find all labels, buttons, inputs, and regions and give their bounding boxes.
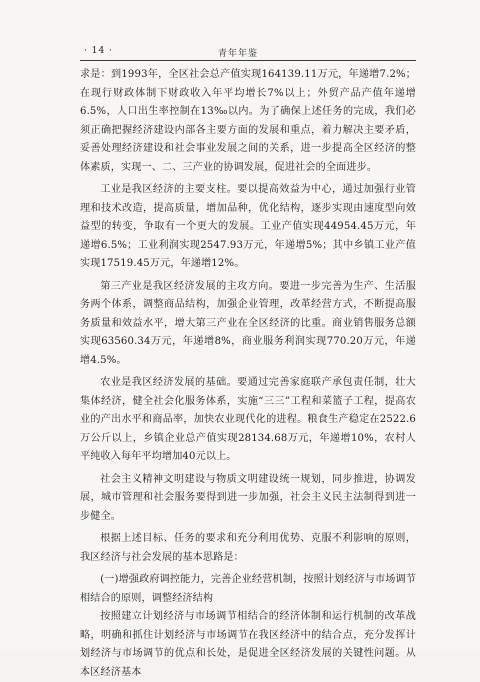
paragraph: 求是：到1993年，全区社会总产值实现164139.11万元，年递增7.2%；在现行财政体制下财政收入年平均增长7%以上；外贸产品产值年递增6.5%，人口出生率控制在13‰以内。为了确保上述任务的完成，我们必须正确把握经济建设内部各主要方面的发展和重点，着力解决主要矛盾，妥善处理经济建设和社会事业发展之间的关系，进一步提高全区经济的整体素质，实现一、二、三产业的协调发展，促进社会的全面进步。 bbox=[80, 69, 416, 173]
paragraph: 农业是我区经济发展的基础。要通过完善家庭联产承包责任制，壮大集体经济，健全社会化服务体系，实施“三三”工程和菜篮子工程，提高农业的产出水平和商品率，加快农业现代化的进程。粮食生产稳定在2522.6万公斤以上，乡镇企业总产值实现28134.68万元，年递增10%，农村人平纯收入每年平均增加40元以上。 bbox=[80, 377, 416, 462]
paragraph: 按照建立计划经济与市场调节相结合的经济体制和运行机制的改革战略，明确和抓住计划经济与市场调节在我区经济中的结合点，充分发挥计划经济与市场调节的优点和长处，是促进全区经济发展的关键性问题。从本区经济基本 bbox=[80, 611, 416, 678]
header-rule bbox=[80, 60, 416, 61]
paragraph: 第三产业是我区经济发展的主攻方向。要进一步完善为生产、生活服务两个体系，调整商品结构，加强企业管理，改革经营方式，不断提高服务质量和效益水平，增大第三产业在全区经济的比重。商业销售服务总额实现63560.34万元，年递增8%，商业服务利润实现770.20万元，年递增4.5%。 bbox=[80, 280, 416, 366]
paragraph: 社会主义精神文明建设与物质文明建设统一规划，同步推进，协调发展，城市管理和社会服务要得到进一步加强，社会主义民主法制得到进一步健全。 bbox=[80, 473, 416, 522]
page-number: · 14 · bbox=[84, 46, 113, 56]
running-title: 青年年鉴 bbox=[218, 49, 259, 59]
body-text bbox=[80, 66, 416, 682]
section-heading: (一)增强政府调控能力，完善企业经营机制，按照计划经济与市场调节相结合的原则，调整经济结构 bbox=[80, 574, 416, 604]
paragraph: 工业是我区经济的主要支柱。要以提高效益为中心，通过加强行业管理和技术改造，提高质量，增加品种，优化结构，逐步实现由速度型向效益型的转变，争取有一个更大的发展。工业产值实现44954.45万元，年递增6.5%；工业利润实现2547.93万元，年递增5%；其中乡镇工业产值实现17519.45万元，年递增12%。 bbox=[80, 184, 416, 269]
paragraph: 根据上述目标、任务的要求和充分利用优势、克服不利影响的原则，我区经济与社会发展的基本思路是： bbox=[80, 533, 416, 563]
